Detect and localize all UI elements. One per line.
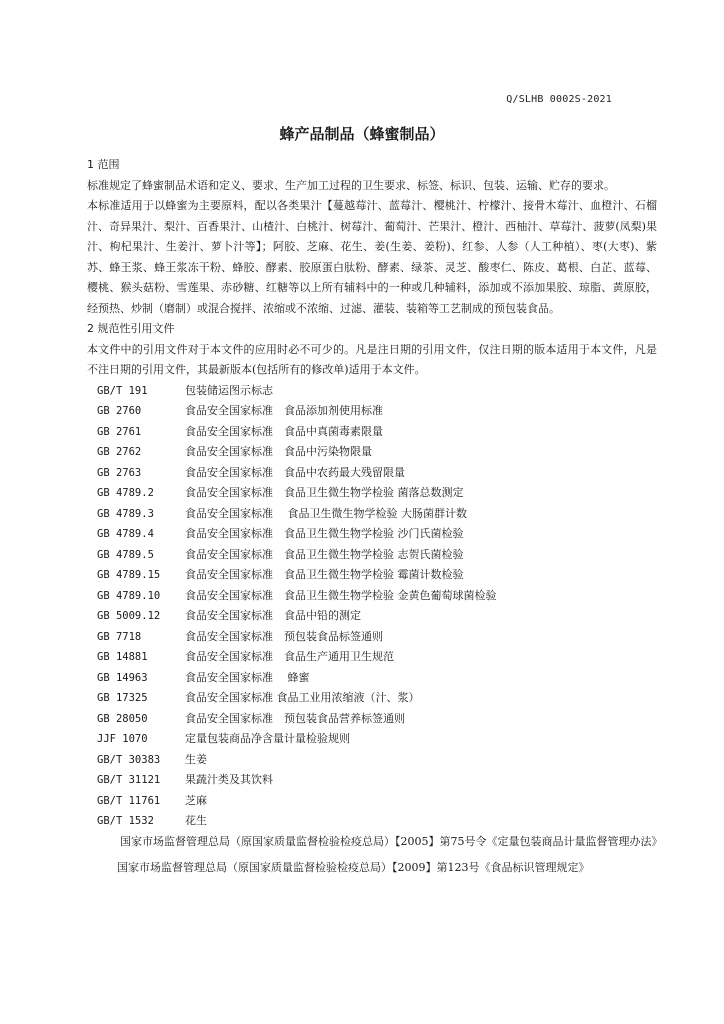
reference-code: GB/T 11761 [97,794,161,807]
reference-row [87,483,657,504]
reference-row [87,401,657,422]
reference-title: 花生 [185,814,207,827]
reference-code: GB/T 191 [97,384,148,397]
reference-code: GB 14881 [97,651,148,663]
reference-title: 食品安全国家标准 食品卫生微生物学检验 大肠菌群计数 [185,506,467,520]
reference-title: 食品安全国家标准 食品中污染物限量 [185,445,372,458]
reference-row [87,668,657,689]
reference-row [87,688,657,709]
reference-code: GB 5009.12 [97,610,161,622]
reference-code: GB 4789.10 [97,589,161,602]
references-intro: 本文件中的引用文件对于本文件的应用时必不可少的。凡是注日期的引用文件，仅注日期的版本适用于本文件，凡是不注日期的引用文件，其最新版本(包括所有的修改单)适用于本文件。 [87,342,657,376]
reference-row [87,606,657,627]
reference-title: 食品安全国家标准 食品中真菌毒素限量 [185,424,383,438]
reference-row [87,647,657,668]
reference-code: GB/T 30383 [97,753,161,766]
decree-paragraph-2: 国家市场监督管理总局（原国家质量监督检验检疫总局）【2009】第123号《食品标识管理规定》 [117,861,590,874]
reference-code: GB 4789.15 [97,569,161,581]
reference-code: GB 7718 [97,630,142,643]
reference-title: 食品安全国家标准 食品中铅的测定 [185,609,361,622]
decree-paragraph-1: 国家市场监督管理总局（原国家质量监督检验检疫总局）【2005】第75号令《定量包装商品计量监督管理办法》 [120,834,663,848]
reference-code: GB 17325 [97,692,148,704]
reference-list [87,381,657,832]
reference-title: 芝麻 [185,793,207,807]
reference-code: JJF 1070 [97,733,148,745]
reference-title: 食品安全国家标准 蜂蜜 [185,670,310,684]
reference-code: GB/T 31121 [97,774,161,786]
reference-row [87,463,657,484]
reference-title: 食品安全国家标准 食品卫生微生物学检验 志贺氏菌检验 [185,547,464,561]
reference-code: GB 4789.5 [97,548,154,561]
reference-code: GB 4789.2 [97,487,154,499]
reference-code: GB 2761 [97,425,142,438]
reference-row [87,709,657,730]
reference-code: GB 4789.4 [97,528,154,540]
reference-title: 食品安全国家标准 食品工业用浓缩液（汁、浆） [185,691,420,704]
reference-row [87,442,657,463]
reference-row [87,545,657,566]
reference-title: 食品安全国家标准 食品中农药最大残留限量 [185,465,405,479]
reference-row [87,750,657,771]
section-2-heading: 2 规范性引用文件 [87,322,175,335]
reference-row [87,586,657,607]
reference-code: GB 4789.3 [97,507,154,520]
reference-code: GB 28050 [97,712,148,725]
reference-title: 生姜 [185,752,207,766]
reference-row [87,770,657,791]
reference-title: 食品安全国家标准 预包装食品营养标签通则 [185,711,405,725]
document-body [87,155,663,879]
reference-title: 包装储运图示标志 [185,383,273,397]
reference-title: 食品安全国家标准 食品卫生微生物学检验 金黄色葡萄球菌检验 [185,588,497,602]
reference-row [87,791,657,812]
reference-title: 食品安全国家标准 食品添加剂使用标准 [185,404,383,417]
scope-paragraph-1: 标准规定了蜂蜜制品术语和定义、要求、生产加工过程的卫生要求、标签、标识、包装、运输、贮存的要求。 [87,178,615,192]
scope-paragraph-2: 本标准适用于以蜂蜜为主要原料，配以各类果汁【蔓越莓汁、蓝莓汁、樱桃汁、柠檬汁、接骨木莓汁、血橙汁、石榴汁、奇异果汁、梨汁、百香果汁、山楂汁、白桃汁、树莓汁、葡萄汁、芒果汁、橙汁、西柚汁、草莓汁、菠萝(凤梨)果汁、枸杞果汁、生姜汁、萝卜汁等】；阿胶、芝麻、花生、姜(生姜、姜粉)、红参、人参（人工种植）、枣(大枣)、紫苏、蜂王浆、蜂王浆冻干粉、蜂胶、酵素、胶原蛋白肽粉、酵素、绿茶、灵芝、酸枣仁、陈皮、葛根、白芷、蓝莓、樱桃、猴头菇粉、雪莲果、赤砂糖、红糖等以上所有辅料中的一种或几种辅料，添加或不添加果胶、琼脂、黄原胶，经预热、炒制（磨制）或混合搅拌、浓缩或不浓缩、过滤、灌装、装箱等工艺制成的预包装食品。 [87,199,657,315]
reference-title: 食品安全国家标准 食品卫生微生物学检验 菌落总数测定 [185,486,464,499]
reference-title: 食品安全国家标准 食品卫生微生物学检验 沙门氏菌检验 [185,527,464,540]
reference-title: 食品安全国家标准 食品卫生微生物学检验 霉菌计数检验 [185,568,464,581]
standard-code: Q/SLHB 0002S-2021 [506,94,612,105]
reference-row [87,524,657,545]
reference-row [87,627,657,648]
section-1-heading: 1 范围 [87,158,120,171]
reference-title: 定量包装商品净含量计量检验规则 [185,732,350,745]
reference-title: 食品安全国家标准 预包装食品标签通则 [185,629,383,643]
reference-code: GB/T 1532 [97,815,154,827]
reference-row [87,729,657,750]
reference-row [87,504,657,525]
reference-title: 食品安全国家标准 食品生产通用卫生规范 [185,650,394,663]
reference-row [87,381,657,402]
document-title: 蜂产品制品（蜂蜜制品） [279,125,445,143]
reference-title: 果蔬汁类及其饮料 [185,773,273,786]
reference-row [87,422,657,443]
reference-row [87,565,657,586]
reference-code: GB 2763 [97,466,142,479]
reference-row [87,811,657,832]
reference-code: GB 2762 [97,446,142,458]
reference-code: GB 2760 [97,405,142,417]
reference-code: GB 14963 [97,671,148,684]
